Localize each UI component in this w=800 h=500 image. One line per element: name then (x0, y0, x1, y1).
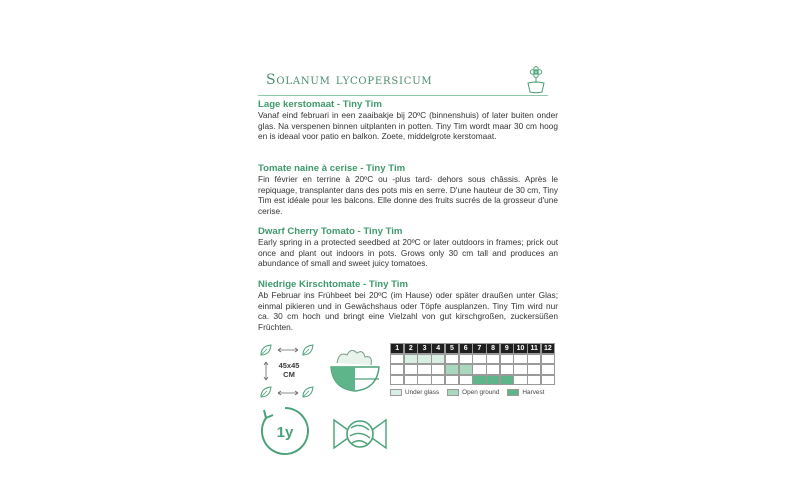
calendar-cell (513, 375, 527, 386)
leaf-icon (260, 386, 272, 398)
section-title: Lage kerstomaat - Tiny Tim (258, 99, 382, 110)
legend-swatch (507, 389, 519, 396)
calendar-cell (527, 354, 541, 365)
section-body: Ab Februar ins Frühbeet bei 20ºC (im Hause) oder später draußen unter Glas; einmal pikieren und in Gewächshaus oder Töpfe ausplanzen. Tiny Tim wird nur ca. 30 cm hoch und bringt eine Vielzahl von gut kirschgroßen, zuckersüßen Früchten. (258, 290, 558, 332)
spacing-label (276, 362, 302, 379)
leaf-icon (260, 344, 272, 356)
calendar-row-under-glass (390, 354, 562, 365)
calendar-month-12: 12 (541, 343, 555, 354)
calendar-month-row (390, 343, 562, 354)
legend-label: Open ground (462, 389, 500, 397)
calendar-cell (404, 375, 418, 386)
calendar-cell (541, 364, 555, 375)
calendar-month-1: 1 (390, 343, 404, 354)
legend-harvest (507, 389, 544, 396)
dimension-arrows-icon (276, 346, 300, 354)
legend-swatch (390, 389, 402, 396)
spacing-value: 45x45 (278, 361, 300, 370)
calendar-legend (390, 389, 562, 396)
calendar-month-10: 10 (513, 343, 527, 354)
leaf-icon (302, 344, 314, 356)
legend-label: Under glass (405, 389, 440, 397)
section-title: Dwarf Cherry Tomato - Tiny Tim (258, 226, 403, 237)
calendar-month-7: 7 (472, 343, 486, 354)
calendar-month-5: 5 (445, 343, 459, 354)
calendar-row-harvest (390, 375, 562, 386)
legend-open-ground (447, 389, 499, 396)
calendar-cell (472, 354, 486, 365)
calendar-cell (500, 364, 514, 375)
calendar-cell (445, 375, 459, 386)
calendar-cell (431, 364, 445, 375)
candy-icon (330, 412, 390, 456)
calendar-month-4: 4 (431, 343, 445, 354)
calendar-cell (527, 364, 541, 375)
plant-spacing (258, 340, 318, 402)
legend-label: Harvest (522, 389, 545, 397)
calendar-cell (472, 364, 486, 375)
calendar-month-11: 11 (527, 343, 541, 354)
calendar-cell (459, 354, 473, 365)
calendar-cell (541, 354, 555, 365)
section-body: Fin février en terrine à 20ºC ou -plus tard- dehors sous châssis. Après le repiquage, transplanter dans des pots mis en serre. D'une hauteur de 30 cm, Tiny Tim est idéale pour les balcons. Elle donne des fruits sucrés de la grosseur d'une cerise. (258, 174, 558, 216)
legend-swatch (447, 389, 459, 396)
calendar-month-6: 6 (459, 343, 473, 354)
sowing-calendar (390, 343, 562, 396)
calendar-cell (417, 375, 431, 386)
salad-bowl-icon (327, 343, 383, 395)
latin-name-header (258, 66, 548, 96)
calendar-row-open-ground (390, 364, 562, 375)
calendar-month-3: 3 (417, 343, 431, 354)
calendar-cell (431, 375, 445, 386)
calendar-cell (390, 354, 404, 365)
latin-name: Solanum lycopersicum (266, 72, 433, 88)
calendar-cell (486, 354, 500, 365)
calendar-cell (527, 375, 541, 386)
section-german (258, 279, 558, 332)
calendar-cell (431, 354, 445, 365)
calendar-cell (500, 354, 514, 365)
calendar-cell (513, 354, 527, 365)
calendar-month-9: 9 (500, 343, 514, 354)
calendar-cell (390, 364, 404, 375)
section-english (258, 226, 558, 269)
calendar-cell (445, 354, 459, 365)
calendar-cell (390, 375, 404, 386)
section-body: Vanaf eind februari in een zaaibakje bij 20ºC (binnenshuis) of later buiten onder glas. Na verspenen binnen uitplanten in potten. Tiny Tim wordt maar 30 cm hoog en is ideaal voor patio en balkon. Zoete, middelgrote kerstomaat. (258, 110, 558, 142)
calendar-cell (486, 375, 500, 386)
calendar-cell (404, 354, 418, 365)
calendar-cell (445, 364, 459, 375)
section-title: Niedrige Kirschtomate - Tiny Tim (258, 279, 408, 290)
calendar-cell (472, 375, 486, 386)
calendar-cell (459, 364, 473, 375)
section-title: Tomate naine à cerise - Tiny Tim (258, 163, 406, 174)
dimension-arrows-icon (276, 389, 300, 397)
section-body: Early spring in a protected seedbed at 20ºC or later outdoors in frames; prick out once and plant out indoors in pots. Grows only 30 cm tall and produces an abundance of small and sweet juicy tomatoes. (258, 237, 558, 269)
calendar-cell (459, 375, 473, 386)
flower-pot-icon (525, 66, 547, 94)
calendar-cell (404, 364, 418, 375)
calendar-cell (417, 364, 431, 375)
spacing-unit: CM (283, 369, 295, 379)
calendar-cell (541, 375, 555, 386)
dimension-arrows-icon (262, 360, 270, 382)
annual-cycle-icon (258, 404, 312, 458)
calendar-month-8: 8 (486, 343, 500, 354)
calendar-cell (417, 354, 431, 365)
calendar-cell (513, 364, 527, 375)
lifecycle-label: 1y (276, 424, 294, 441)
section-dutch (258, 99, 558, 142)
calendar-cell (486, 364, 500, 375)
section-french (258, 163, 558, 216)
calendar-month-2: 2 (404, 343, 418, 354)
calendar-cell (500, 375, 514, 386)
legend-under-glass (390, 389, 439, 396)
leaf-icon (302, 386, 314, 398)
